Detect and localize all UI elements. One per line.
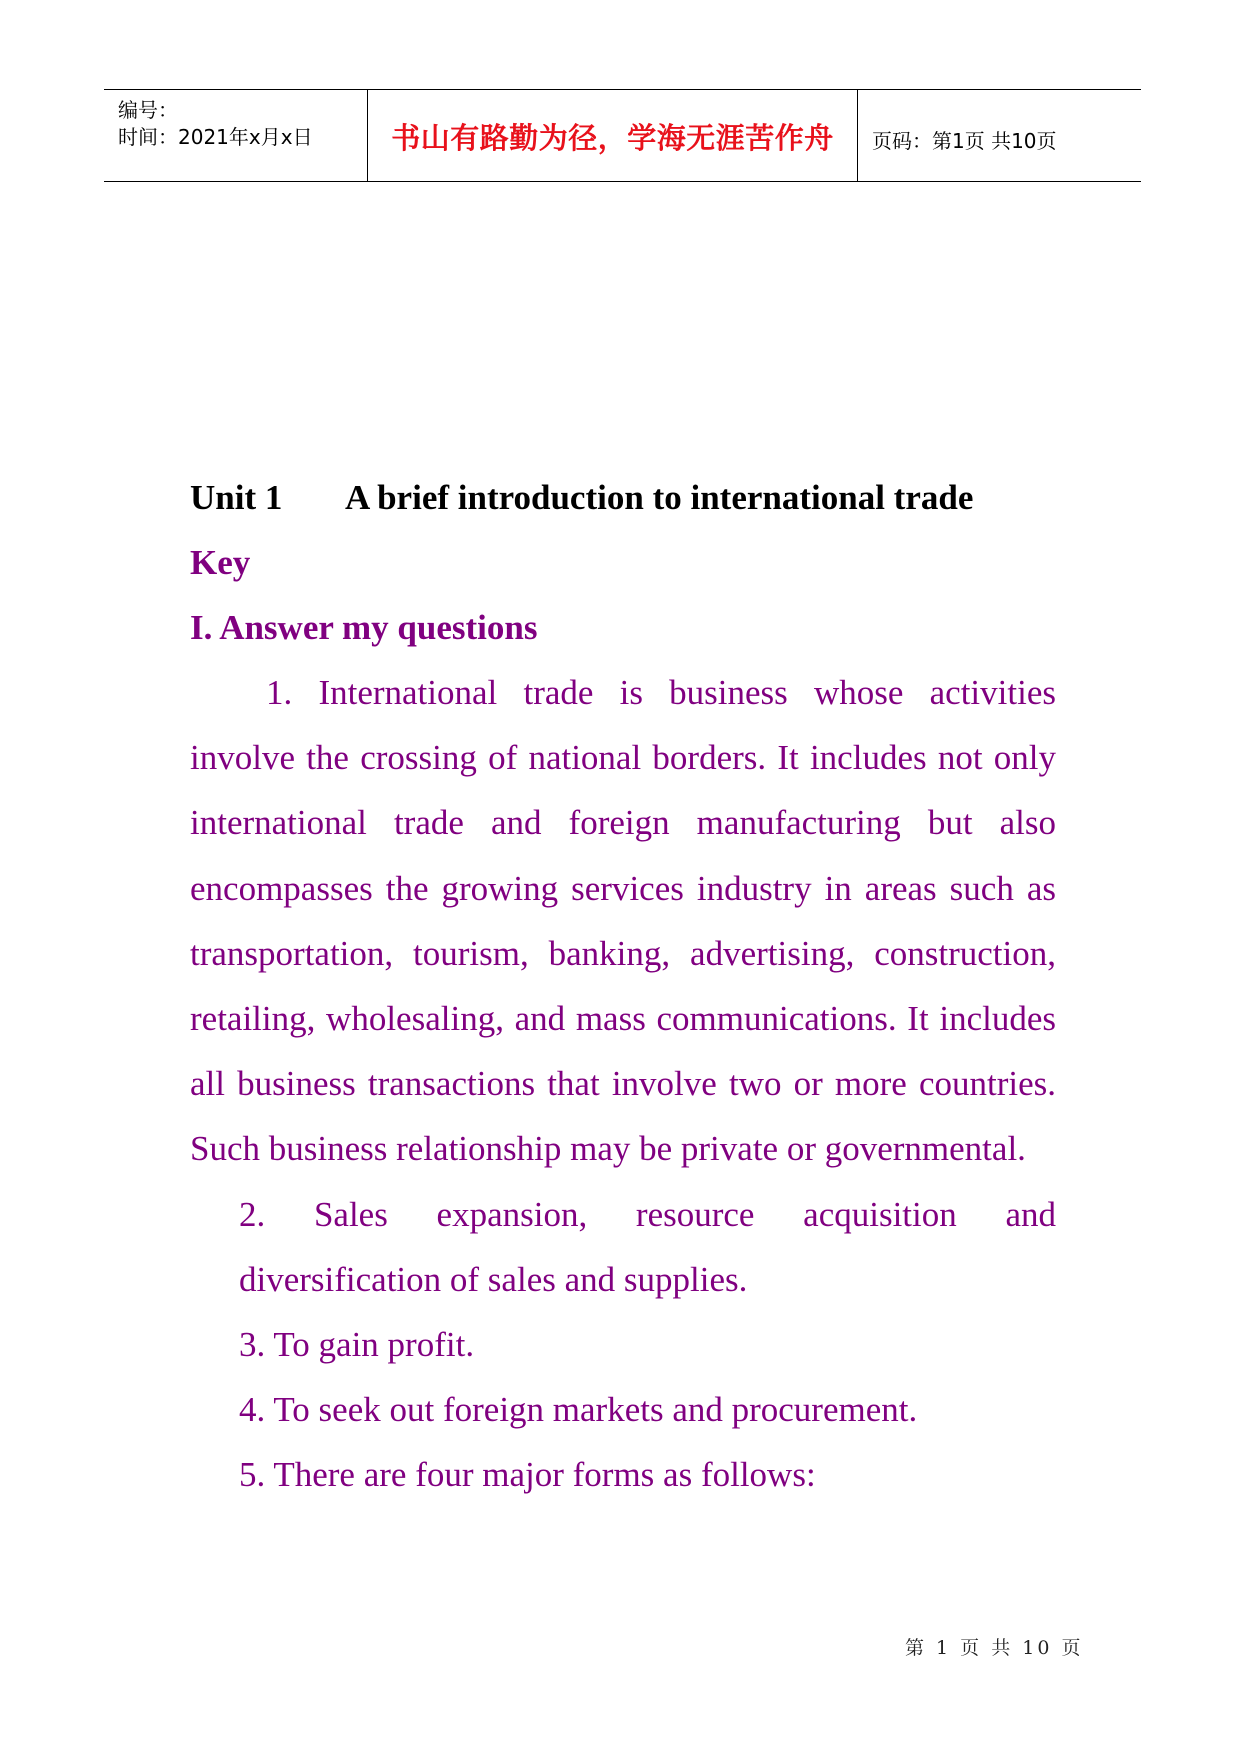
header-page-info: 页码：第1页 共10页 — [872, 129, 1057, 153]
answer-1: 1. International trade is business whose activities involve the crossing of national borders. It includes not only international trade and foreign manufacturing but also encompasses the growing services industry in areas such as transportation, tourism, banking, advertising, construction, retailing, wholesaling, and mass communications. It includes all business transactions that involve two or more countries. Such business relationship may be private or governmental. — [190, 673, 1056, 1169]
header-page-cell — [858, 90, 1141, 181]
section-heading: I. Answer my questions — [190, 608, 538, 647]
document-time-label: 时间：2021年x月x日 — [118, 125, 313, 149]
header-motto-cell — [368, 90, 858, 181]
answer-2: 2. Sales expansion, resource acquisition and diversification of sales and supplies. — [239, 1194, 1056, 1299]
document-number-label: 编号： — [118, 98, 178, 122]
unit-title-text: A brief introduction to international trade — [345, 478, 974, 517]
header-motto: 书山有路勤为径，学海无涯苦作舟 — [391, 121, 834, 155]
document-body — [190, 465, 1056, 1508]
unit-label: Unit 1 — [190, 478, 283, 517]
answer-4: 4. To seek out foreign markets and procurement. — [239, 1390, 918, 1430]
key-heading: Key — [190, 543, 251, 582]
header-meta-cell — [104, 90, 368, 181]
answer-3: 3. To gain profit. — [239, 1325, 475, 1365]
answer-5: 5. There are four major forms as follows: — [239, 1455, 816, 1495]
unit-title — [190, 465, 1056, 530]
page-header — [104, 89, 1141, 182]
page-footer: 第 1 页 共 10 页 — [905, 1637, 1084, 1659]
